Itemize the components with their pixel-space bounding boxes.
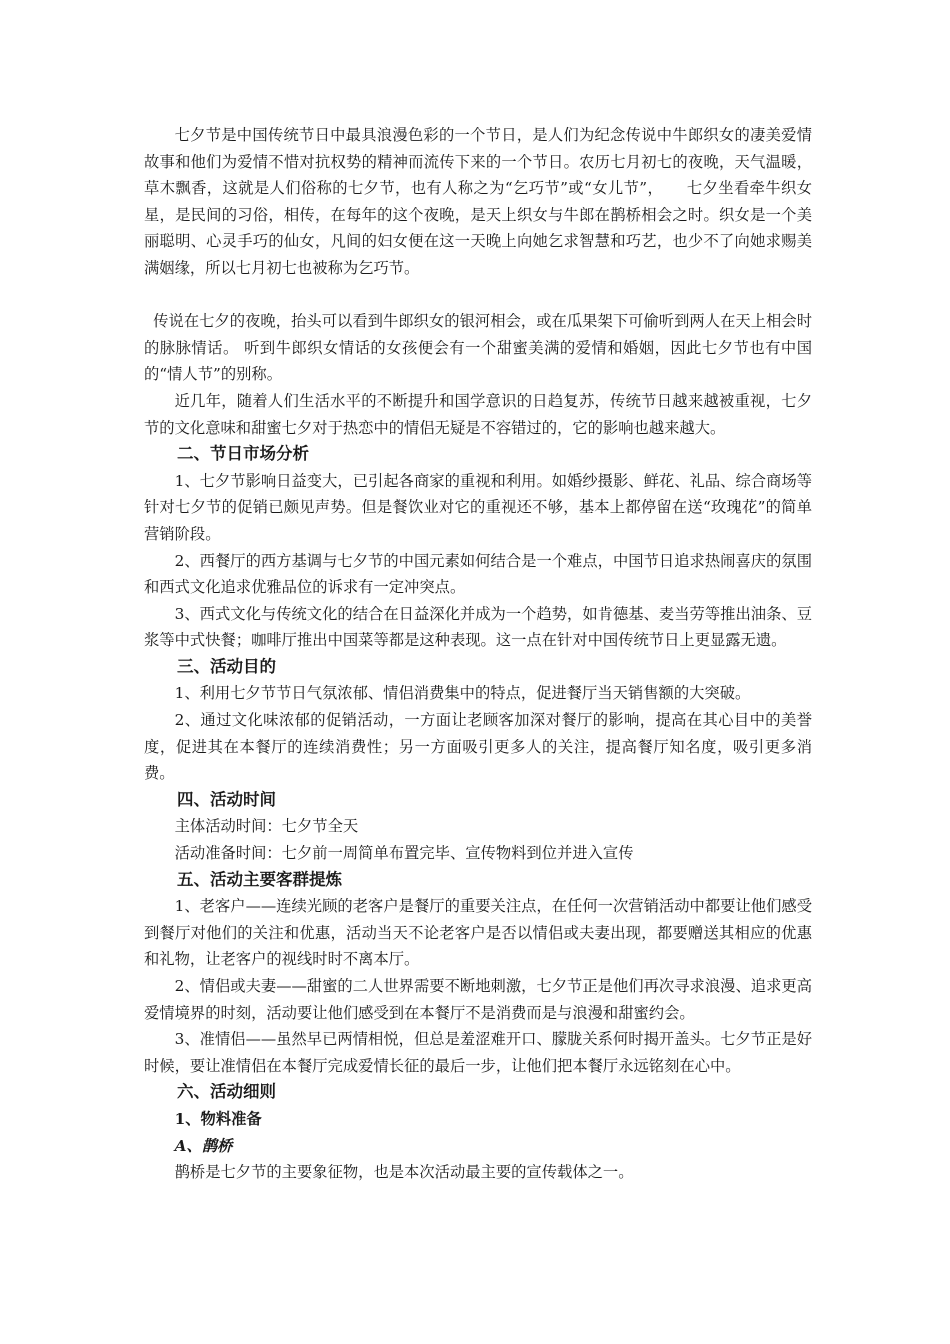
market-item-2: 2、西餐厅的西方基调与七夕节的中国元素如何结合是一个难点，中国节日追求热闹喜庆的氛围和西式文化追求优雅品位的诉求有一定冲突点。	[144, 551, 812, 597]
market-item-3: 3、西式文化与传统文化的结合在日益深化并成为一个趋势，如肯德基、麦当劳等推出油条、豆浆等中式快餐；咖啡厅推出中国菜等都是这种表现。这一点在针对中国传统节日上更显露无遗。	[144, 604, 812, 650]
customer-item-3: 3、准情侣——虽然早已两情相悦，但总是羞涩难开口、朦胧关系何时揭开盖头。七夕节正是好时候，要让准情侣在本餐厅完成爱情长征的最后一步，让他们把本餐厅永远铭刻在心中。	[144, 1030, 812, 1075]
time-main: 主体活动时间：七夕节全天	[174, 817, 359, 836]
magpie-bridge-text: 鹊桥是七夕节的主要象征物，也是本次活动最主要的宣传载体之一。	[174, 1163, 634, 1182]
subheading-magpie-bridge: A、鹊桥	[174, 1136, 233, 1155]
purpose-item-2: 2、通过文化味浓郁的促销活动，一方面让老顾客加深对餐厅的影响，提高在其心目中的美誉度，促进其在本餐厅的连续消费性；另一方面吸引更多人的关注，提高餐厅知名度，吸引更多消费。	[144, 711, 812, 783]
section-heading-market: 二、节日市场分析	[177, 444, 309, 464]
market-item-1: 1、七夕节影响日益变大，已引起各商家的重视和利用。如婚纱摄影、鲜花、礼品、综合商场等针对七夕节的促销已颇见声势。但是餐饮业对它的重视还不够，基本上都停留在送“玫瑰花”的简单营销阶段。	[144, 471, 812, 543]
subheading-materials: 1、物料准备	[174, 1109, 262, 1128]
intro-paragraph-2: 传说在七夕的夜晚，抬头可以看到牛郎织女的银河相会，或在瓜果架下可偷听到两人在天上相会时的脉脉情话。 听到牛郎织女情话的女孩便会有一个甜蜜美满的爱情和婚姻，因此七夕节也有中国的“情人节”的别称。	[144, 312, 812, 384]
intro-paragraph-1: 七夕节是中国传统节日中最具浪漫色彩的一个节日，是人们为纪念传说中牛郎织女的凄美爱情故事和他们为爱情不惜对抗权势的精神而流传下来的一个节日。农历七月初七的夜晚，天气温暖，草木飘香，这就是人们俗称的七夕节，也有人称之为“乞巧节”或“女儿节”， 七夕坐看牵牛织女星，是民间的习俗，相传，在每年的这个夜晚，是天上织女与牛郎在鹊桥相会之时。织女是一个美丽聪明、心灵手巧的仙女，凡间的妇女便在这一天晚上向她乞求智慧和巧艺，也少不了向她求赐美满姻缘，所以七月初七也被称为乞巧节。	[144, 126, 812, 277]
customer-item-2: 2、情侣或夫妻——甜蜜的二人世界需要不断地刺激，七夕节正是他们再次寻求浪漫、追求更高爱情境界的时刻，活动要让他们感受到在本餐厅不是消费而是与浪漫和甜蜜约会。	[144, 977, 812, 1022]
intro-paragraph-3: 近几年，随着人们生活水平的不断提升和国学意识的日趋复苏，传统节日越来越被重视，七夕节的文化意味和甜蜜七夕对于热恋中的情侣无疑是不容错过的，它的影响也越来越大。	[144, 391, 812, 437]
section-heading-details: 六、活动细则	[177, 1082, 276, 1102]
section-heading-time: 四、活动时间	[177, 789, 276, 809]
section-heading-purpose: 三、活动目的	[177, 656, 276, 676]
paragraph-gap	[144, 282, 812, 309]
document-page	[144, 122, 812, 1186]
customer-item-1: 1、老客户——连续光顾的老客户是餐厅的重要关注点，在任何一次营销活动中都要让他们感受到餐厅对他们的关注和优惠，活动当天不论老客户是否以情侣或夫妻出现，都要赠送其相应的优惠和礼物，让老客户的视线时时不离本厅。	[144, 897, 812, 969]
time-prep: 活动准备时间：七夕前一周简单布置完毕、宣传物料到位并进入宣传	[174, 844, 634, 863]
purpose-item-1: 1、利用七夕节节日气氛浓郁、情侣消费集中的特点，促进餐厅当天销售额的大突破。	[174, 684, 751, 703]
section-heading-customers: 五、活动主要客群提炼	[177, 869, 342, 889]
